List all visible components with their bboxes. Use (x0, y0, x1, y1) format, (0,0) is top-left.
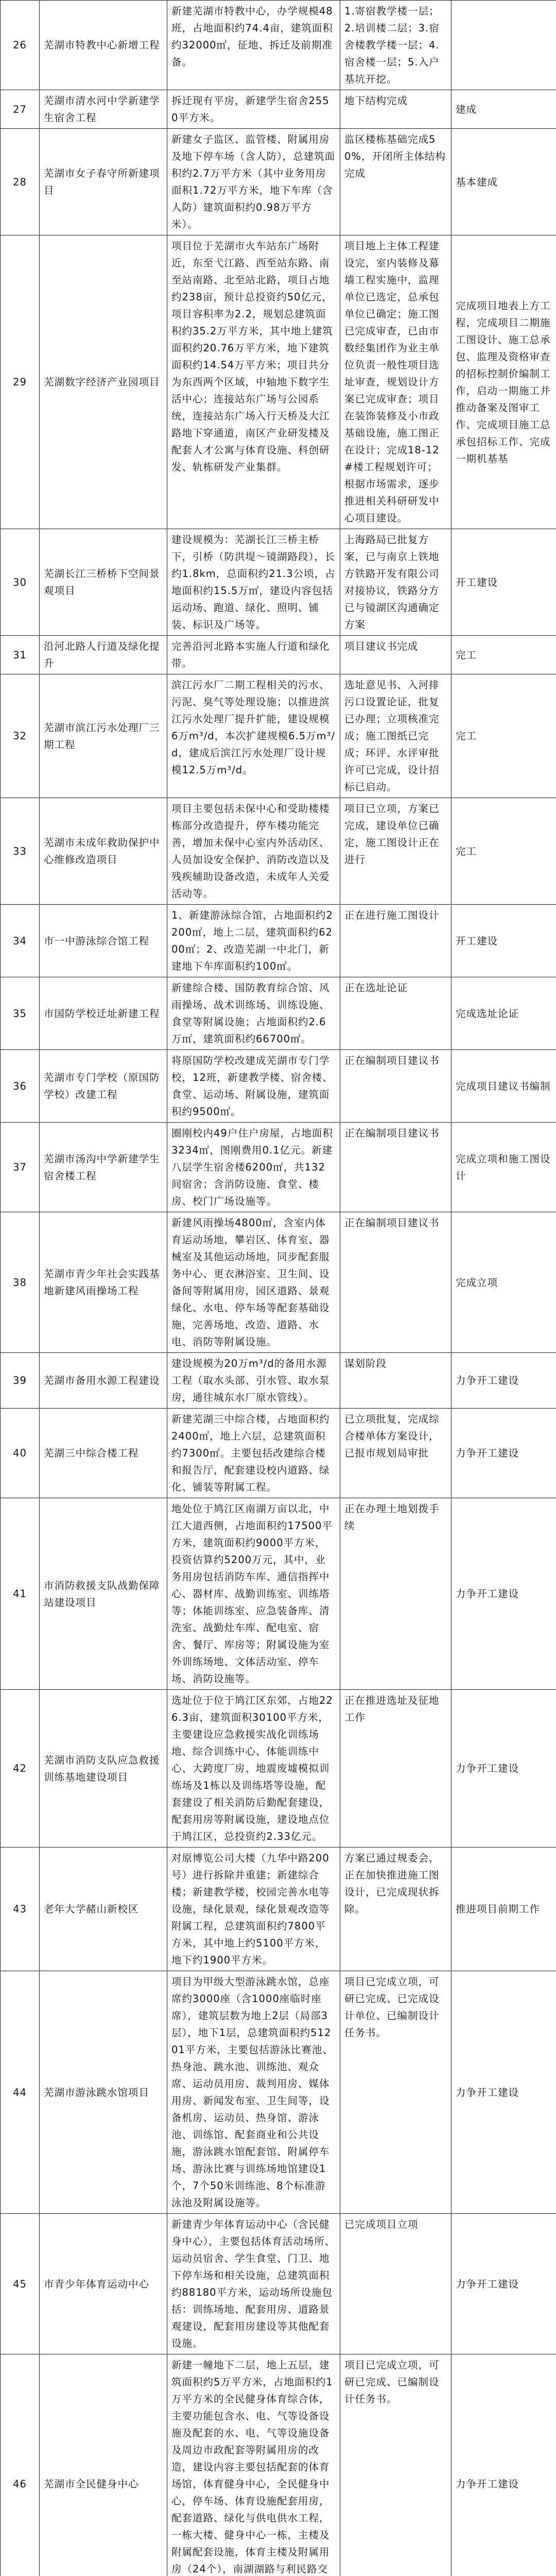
project-name: 芜湖长江三桥桥下空间景观项目 (40, 529, 167, 636)
row-number: 40 (1, 1409, 40, 1498)
construction-content: 地处位于鸠江区南湖万亩以北，中江大道西侧，占地面积约17500平方米，建筑面积约9000平方米，投资估算约5200万元，其中，业务用房包括消防车库、通信指挥中心、器材库、战勤训练室、训练塔等；体能训练室、应急装备库、清洗室、战勤灶车库、配电室、宿舍、餐厅、库房等；附属设施为室外训练场地、文体活动室、停车场、消防设施等。 (167, 1498, 340, 1690)
annual-goal: 建成 (451, 90, 556, 129)
table-row (1, 1353, 556, 1409)
project-name: 芜湖市特教中心新增工程 (40, 1, 167, 90)
project-name: 芜湖市专门学校（原国防学校）改建工程 (40, 1050, 167, 1123)
table-row (1, 129, 556, 235)
row-number: 30 (1, 529, 40, 636)
project-name: 芜湖市游泳跳水馆项目 (40, 1971, 167, 2214)
project-name: 芜湖市消防支队应急救援训练基地建设项目 (40, 1690, 167, 1848)
annual-goal: 力争开工建设 (451, 2354, 556, 2576)
row-number: 31 (1, 636, 40, 674)
table-row (1, 674, 556, 798)
annual-goal: 完成立项和施工图设计 (451, 1123, 556, 1212)
work-progress: 1.寄宿教学楼一层；2.培训楼二层；3.宿舍楼教学楼一层；4.宿舍楼一层；5.入户基坑开挖。 (340, 1, 451, 90)
construction-content: 项目主要包括未保中心和受助楼楼栋部分改造提升，停车楼功能完善，增加未保中心室内外活动区、人员加设安全保护、消防改造以及残疾辅助设备改造，未成年人关爱活动等。 (167, 798, 340, 905)
work-progress: 监区楼栋基础完成50%，开闭所主体结构完成 (340, 129, 451, 235)
work-progress: 地下结构完成 (340, 90, 451, 129)
table-body-a (1, 1, 556, 2576)
construction-content: 1、新建游泳综合馆，占地面积约2200㎡，地上二层，建筑面积约6200㎡；2、改造芜湖一中北门，新建地下车库面积约100㎡。 (167, 905, 340, 977)
construction-content: 对原博览公司大楼（九华中路200号）进行拆除并重建；新建综合楼；新建教学楼，校园完善水电等设施，绿化景观，绿化景观改造等附属工程，总建筑面积约7800平方米，其中地上约5100平方米，地下约1900平方米。 (167, 1848, 340, 1971)
annual-goal: 完成项目地表上方工程，完成项目二期施工图设计、施工总承包、监理及资格审查的招标控制价编制工作，启动一期施工并推动备案及图审工作、完成项目施工总承包招标工作、完成一期机基基 (451, 235, 556, 529)
project-name: 芜湖市未成年救助保护中心维修改造项目 (40, 798, 167, 905)
work-progress: 项目已完成立项，可研已完成、已完成设计单位、已编制设计任务书。 (340, 1971, 451, 2214)
table-row (1, 636, 556, 674)
work-progress: 正在进行施工图设计 (340, 905, 451, 977)
row-number: 45 (1, 2214, 40, 2354)
row-number: 28 (1, 129, 40, 235)
construction-content: 新建青少年体育运动中心（含民健身中心），主要包括体育活动场所、运动员宿舍、学生食堂、门卫、地下停车场和相关设施，总建筑面积约88180平方米，运动场所设施包括：训练场地、配套用房、道路景观建设，配套用房建设等其他配套设施。 (167, 2214, 340, 2354)
table-row (1, 1, 556, 90)
row-number: 44 (1, 1971, 40, 2214)
table-row (1, 1409, 556, 1498)
annual-goal: 完成选址论证 (451, 977, 556, 1050)
row-number: 38 (1, 1212, 40, 1353)
construction-content: 将原国防学校改建成芜湖市专门学校，12班，新建教学楼、宿舍楼、食堂、运动场、附属设施，建筑面积约9500㎡。 (167, 1050, 340, 1123)
work-progress: 正在推进选址及征地工作 (340, 1690, 451, 1848)
table-row (1, 235, 556, 529)
work-progress: 已完成项目立项 (340, 2214, 451, 2354)
table-row (1, 905, 556, 977)
construction-content: 项目为甲级大型游泳跳水馆，总座席约3000座（含1000座临时座席），建筑层数为地上2层（局部3层），地下1层，总建筑面积约51201平方米，主要包括游泳比赛池、热身池、跳水池、训练池、观众席、运动员用房、裁判用房、媒体用房、新闻发布室、卫生间等，设备机房、运动员、热身馆、游泳池、训练馆、配套商业和公共设施，游泳跳水馆配套馆、附属停车场、游泳比赛与训练场地馆建设1个，7个50米训练池、8个标准游泳池及附属设施等。 (167, 1971, 340, 2214)
annual-goal: 完成项目建议书编制 (451, 1050, 556, 1123)
row-number: 32 (1, 674, 40, 798)
annual-goal: 完成立项 (451, 1212, 556, 1353)
annual-goal (451, 1, 556, 90)
annual-goal: 力争开工建设 (451, 1498, 556, 1690)
project-name: 芜湖市汤沟中学新建学生宿舍楼工程 (40, 1123, 167, 1212)
project-name: 芜湖三中综合楼工程 (40, 1409, 167, 1498)
row-number: 41 (1, 1498, 40, 1690)
table-row (1, 1123, 556, 1212)
construction-content: 完善沿河北路本实施人行道和绿化带。 (167, 636, 340, 674)
annual-goal: 完工 (451, 798, 556, 905)
row-number: 36 (1, 1050, 40, 1123)
row-number: 39 (1, 1353, 40, 1409)
work-progress: 已立项批复，完成综合楼单体方案设计，已报市规划局审批 (340, 1409, 451, 1498)
construction-content: 建设规模为：芜湖长江三桥主桥下，引桥（防洪堤～镜湖路段），长约1.8km，总面积约21.3公顷，占地面积约15.5万㎡，建设内容包括运动场、跑道、绿化、照明、铺装、标识及广场等。 (167, 529, 340, 636)
project-name: 芜湖市全民健身中心 (40, 2354, 167, 2576)
annual-goal: 力争开工建设 (451, 2214, 556, 2354)
work-progress: 正在办理土地划拨手续 (340, 1498, 451, 1690)
project-name: 芜湖市女子春守所新建项目 (40, 129, 167, 235)
construction-content: 滨江污水厂二期工程相关的污水、污泥、臭气等处理设施；以推进滨江污水处理厂提升扩能，建设规模6万m³/d，本次扩建规模6.5万m³/d，建成后滨江污水处理厂设计规模12.5万m³/d。 (167, 674, 340, 798)
construction-content: 新建芜湖三中综合楼，占地面积约2400㎡，地上六层，总建筑面积约7300㎡。主要包括改建综合楼和报告厅，配套建设校内道路、绿化、铺装等附属工程。 (167, 1409, 340, 1498)
annual-goal: 开工建设 (451, 905, 556, 977)
work-progress: 上海路局已批复方案，已与南京上铁地方铁路开发有限公司对接协议，铁路分方已与镜湖区沟通确定方案 (340, 529, 451, 636)
annual-goal: 开工建设 (451, 529, 556, 636)
project-name: 市青少年体育运动中心 (40, 2214, 167, 2354)
work-progress: 正在编制项目建议书 (340, 1050, 451, 1123)
work-progress: 项目建议书完成 (340, 636, 451, 674)
annual-goal: 力争开工建设 (451, 1971, 556, 2214)
table-row (1, 2214, 556, 2354)
project-name: 芜湖数字经济产业园项目 (40, 235, 167, 529)
table-row (1, 977, 556, 1050)
row-number: 42 (1, 1690, 40, 1848)
project-name: 市一中游泳综合馆工程 (40, 905, 167, 977)
project-name: 芜湖市青少年社会实践基地新建风雨操场工程 (40, 1212, 167, 1353)
construction-content: 圈刚校内49户住户房屋，占地面积3234㎡，图刚费用0.1亿元。新建八层学生宿舍楼6200㎡，共132间宿舍；含消防设施、食堂、楼房、校门广场设施等。 (167, 1123, 340, 1212)
row-number: 37 (1, 1123, 40, 1212)
construction-content: 拆迁现有平房，新建学生宿舍2550平方米。 (167, 90, 340, 129)
project-name: 市国防学校迁址新建工程 (40, 977, 167, 1050)
project-name: 芜湖市滨江污水处理厂三期工程 (40, 674, 167, 798)
row-number: 43 (1, 1848, 40, 1971)
row-number: 26 (1, 1, 40, 90)
table-row (1, 1848, 556, 1971)
construction-content: 新建女子监区、监管楼、附属用房及地下停车场（含人防），总建筑面积约2.7万平方米（其中业务用房面积1.72万平方米，地下车库（含人防）建筑面积约0.98万平方米）。 (167, 129, 340, 235)
construction-content: 建设规模为20万m³/d的备用水源工程（取水头部、引水管、取水泵房，通往城东水厂原水管线）。 (167, 1353, 340, 1409)
table-row (1, 529, 556, 636)
row-number: 34 (1, 905, 40, 977)
work-progress: 选址意见书、入河排污口设置论证，批复已办理；立项核准完成；施工图纸已完成；环评、水评审批许可已完成，设计招标已启动。 (340, 674, 451, 798)
work-progress: 方案已通过规委会，正在加快推进施工图设计，已完成现状拆除。 (340, 1848, 451, 1971)
row-number: 27 (1, 90, 40, 129)
project-name: 芜湖市备用水源工程建设 (40, 1353, 167, 1409)
construction-content: 新建芜湖市特教中心，办学规模48班，占地面积约74.4亩，建筑面积约32000㎡，征地、拆迁及前期准备。 (167, 1, 340, 90)
construction-content: 新建综合楼、国防教育综合馆、风雨操场、战术训练场、训练设施、食堂等附属设施；占地面积约2.6万㎡，建筑面积约66700㎡。 (167, 977, 340, 1050)
row-number: 33 (1, 798, 40, 905)
construction-content: 项目位于芜湖市火车站东广场附近，东至弋江路、西至站东路、南至站南路、北至站北路，项目占地约238亩，预计总投资约50亿元，项目容积率为2.2，规划总建筑面积约35.2万平方米，其中地上建筑面积约20.76万平方米，地下建筑面积约14.54万平方米；项目共分为东西两个区域，中轴地下数字生活中心；连接站东广场与公园系统，连接站东广场入行天桥及大江路地下穿通道，南区产业研发楼及配套人才公寓与体育设施、科创研发、轨栋研发产业集群。 (167, 235, 340, 529)
table-row (1, 798, 556, 905)
annual-goal: 基本建成 (451, 129, 556, 235)
project-name: 老年大学赭山新校区 (40, 1848, 167, 1971)
annual-goal: 力争开工建设 (451, 1409, 556, 1498)
table-row (1, 1498, 556, 1690)
table-row (1, 2354, 556, 2576)
table-row (1, 90, 556, 129)
annual-goal: 完工 (451, 636, 556, 674)
project-name: 芜湖市清水河中学新建学生宿舍工程 (40, 90, 167, 129)
work-progress: 谋划阶段 (340, 1353, 451, 1409)
table-row (1, 1050, 556, 1123)
table-row (1, 1212, 556, 1353)
row-number: 35 (1, 977, 40, 1050)
construction-content: 新建一幢地下二层，地上五层，建筑面积约5万平方米，占地面积约1万平方米的全民健身体育综合体，主要功能包含水、电、气等设备设施及配套的水、电、气等设施设备及周边市政配套等附属用房的改造，建设内容主要包括配套的体育场馆，体育健身中心，全民健身中心，停车场、体育设施配套用房，配套道路、绿化与供电供水工程，一栋大楼、健身中心一栋，主楼及附属配套设施，体育主楼及附属用房（24个），南湖湖路与利民路交 (167, 2354, 340, 2576)
work-progress: 正在编制项目建议书 (340, 1212, 451, 1353)
table-row (1, 1971, 556, 2214)
annual-goal: 完工 (451, 674, 556, 798)
project-name: 沿河北路人行道及绿化提升 (40, 636, 167, 674)
table-row (1, 1690, 556, 1848)
annual-goal: 力争开工建设 (451, 1353, 556, 1409)
annual-goal: 力争开工建设 (451, 1690, 556, 1848)
work-progress: 正在编制项目建议书 (340, 1123, 451, 1212)
construction-content: 选址位于位于鸠江区东郊，占地226.3亩，建筑面积30100平方米，主要建设应急救援实战化训练场地、综合训练中心、体能训练中心、大跨度厂房、地震废墟模拟训练场及1栋以及训练塔等设施，配套建设了相关消防后勤配套建设，配套用房等附属设施，建设地点位于鸠江区，总投资约2.33亿元。 (167, 1690, 340, 1848)
row-number: 29 (1, 235, 40, 529)
work-progress: 项目已立项，方案已完成，建设单位已确定，施工图设计正在进行 (340, 798, 451, 905)
work-progress: 项目地上主体工程建设完，室内装修及幕墙工程实施中，监理单位已选定，总承包单位已确定；施工图已完成审查，已由市数经集团作为业主单位负责一般性项目选址审查，规划设计方案已完成审查；项目在装饰装修及小市政基础设施，施工图正在设计；完成18-12#楼工程规划许可；根据市场需求，逐步推进相关科研研发中心项目建设。 (340, 235, 451, 529)
construction-content: 新建风雨操场4800㎡，含室内体育运动场地，攀岩区、体育室、器械室及其他运动场地，同步配套服务中心、更衣淋浴室、卫生间、设备间等附属用房，园区道路、景观绿化、水电、停车场等配套基础设施，完善场地，改造、道路、水电、消防等附属设施。 (167, 1212, 340, 1353)
project-name: 市消防救援支队战勤保障站建设项目 (40, 1498, 167, 1690)
annual-goal: 推进项目前期工作 (451, 1848, 556, 1971)
work-progress: 正在选址论证 (340, 977, 451, 1050)
row-number: 46 (1, 2354, 40, 2576)
work-progress: 项目已完成立项，可研已完成、已编制设计任务书。 (340, 2354, 451, 2576)
